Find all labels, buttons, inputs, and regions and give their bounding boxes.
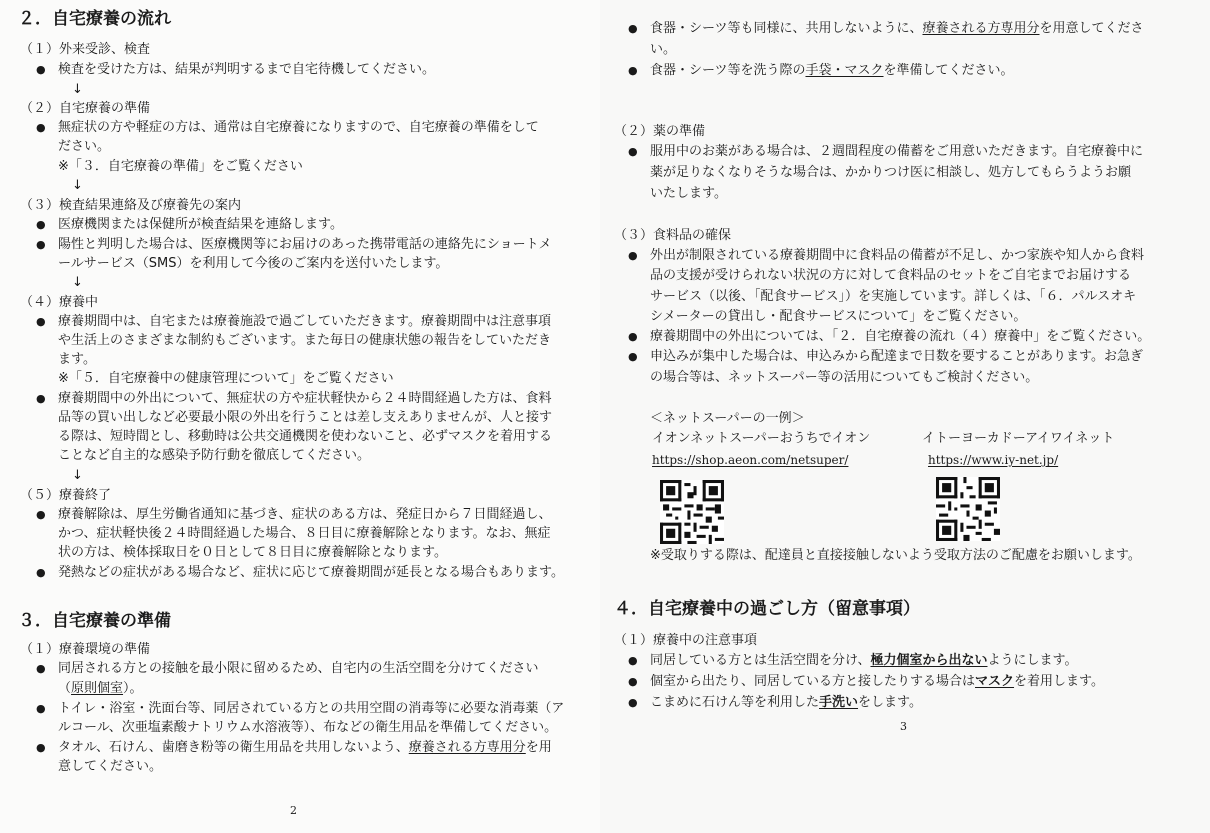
section-3-title: ３．自宅療養の準備 bbox=[18, 611, 171, 631]
bullet-text: 陽性と判明した場合は、医療機関等にお届けのあった携帯電話の連絡先にショートメ bbox=[58, 237, 552, 252]
page-2 bbox=[0, 0, 600, 833]
bullet-text: 食器・シーツ等を洗う際の手袋・マスクを準備してください。 bbox=[650, 63, 1014, 78]
bullet-icon: ● bbox=[628, 22, 638, 35]
section-2-title: ２．自宅療養の流れ bbox=[18, 9, 171, 29]
bullet-icon: ● bbox=[36, 508, 46, 521]
subsection-2-title: （２）自宅療養の準備 bbox=[20, 101, 151, 116]
bullet-text: 同居される方との接触を最小限に留めるため、自宅内の生活空間を分けてください bbox=[58, 661, 539, 676]
bullet-text: 発熱などの症状がある場合など、症状に応じて療養期間が延長となる場合もあります。 bbox=[58, 565, 564, 580]
underlined-emphasis: 療養される方専用分 bbox=[922, 21, 1040, 36]
bullet-text: 食器・シーツ等も同様に、共用しないように、療養される方専用分を用意してくださ bbox=[650, 21, 1144, 36]
bullet-icon: ● bbox=[628, 64, 638, 77]
subsection-4-title: （４）療養中 bbox=[20, 295, 99, 310]
section-4-title: ４．自宅療養中の過ごし方（留意事項） bbox=[614, 599, 920, 619]
bullet-text: （原則個室）。 bbox=[58, 681, 143, 696]
bullet-icon: ● bbox=[36, 238, 46, 251]
bullet-icon: ● bbox=[36, 121, 46, 134]
subsection-5-title: （５）療養終了 bbox=[20, 488, 112, 503]
bullet-text: 検査を受けた方は、結果が判明するまで自宅待機してください。 bbox=[58, 62, 436, 77]
bullet-text: タオル、石けん、歯磨き粉等の衛生用品を共用しないよう、療養される方専用分を用 bbox=[58, 740, 552, 755]
bullet-icon: ● bbox=[628, 654, 638, 667]
aeon-name: イオンネットスーパーおうちでイオン bbox=[652, 431, 871, 446]
bullet-icon: ● bbox=[36, 315, 46, 328]
medicine-subsection-title: （２）薬の準備 bbox=[614, 124, 706, 139]
itoyokado-name: イトーヨーカドーアイワイネット bbox=[922, 431, 1115, 446]
bullet-icon: ● bbox=[628, 350, 638, 363]
bullet-text: 品の支援が受けられない状況の方に対して食料品のセットをご自宅までお届けする bbox=[650, 268, 1132, 283]
bullet-icon: ● bbox=[36, 741, 46, 754]
bullet-text: 状の方は、検体採取日を０日として８日目に療養解除となります。 bbox=[58, 545, 447, 560]
net-super-heading: ＜ネットスーパーの一例＞ bbox=[650, 411, 805, 426]
aeon-qr-code-icon[interactable] bbox=[660, 480, 724, 544]
bullet-icon: ● bbox=[36, 702, 46, 715]
underlined-emphasis: 療養される方専用分 bbox=[408, 740, 526, 755]
bullet-icon: ● bbox=[628, 330, 638, 343]
bullet-text: ールサービス（SMS）を利用して今後のご案内を送付いたします。 bbox=[58, 256, 449, 271]
bullet-text: の場合等は、ネットスーパー等の活用についてもご検討ください。 bbox=[650, 370, 1039, 385]
bullet-text: 品等の買い出しなど必要最小限の外出を行うことは差し支えありませんが、人と接す bbox=[58, 410, 553, 425]
bullet-text: ます。 bbox=[58, 352, 96, 367]
subsection-1-title: （１）外来受診、検査 bbox=[20, 42, 151, 57]
itoyokado-qr-code-icon[interactable] bbox=[936, 477, 1000, 541]
page-number: 2 bbox=[290, 804, 297, 817]
bullet-text: る際は、短時間とし、移動時は公共交通機関を使わないこと、必ずマスクを着用する bbox=[58, 429, 553, 444]
bullet-text: ルコール、次亜塩素酸ナトリウム水溶液等）、布などの衛生用品を準備してください。 bbox=[58, 720, 558, 735]
bullet-text: 申込みが集中した場合は、申込みから配達まで日数を要することがあります。お急ぎ bbox=[650, 349, 1143, 364]
bullet-text: 療養期間中の外出について、無症状の方や症状軽快から２４時間経過した方は、食料 bbox=[58, 391, 552, 406]
bullet-text: かつ、症状軽快後２４時間経過した場合、８日目に療養解除となります。なお、無症 bbox=[58, 526, 551, 541]
bullet-icon: ● bbox=[628, 675, 638, 688]
underlined-emphasis: 手袋・マスク bbox=[805, 63, 884, 78]
bullet-text: 個室から出たり、同居している方と接したりする場合はマスクを着用します。 bbox=[650, 674, 1104, 689]
underlined-emphasis: 手洗い bbox=[819, 695, 859, 710]
bullet-text: シメーターの貸出し・配食サービスについて」をご覧ください。 bbox=[650, 309, 1027, 324]
bullet-icon: ● bbox=[36, 218, 46, 231]
bullet-icon: ● bbox=[36, 392, 46, 405]
bullet-text: 療養期間中は、自宅または療養施設で過ごしていただきます。療養期間中は注意事項 bbox=[58, 314, 551, 329]
bullet-text: 療養解除は、厚生労働省通知に基づき、症状のある方は、発症日から７日間経過し、 bbox=[58, 507, 552, 522]
bullet-text: 同居している方とは生活空間を分け、極力個室から出ないようにします。 bbox=[650, 653, 1078, 668]
bullet-icon: ● bbox=[628, 249, 638, 262]
bullet-text: 服用中のお薬がある場合は、２週間程度の備蓄をご用意いただきます。自宅療養中に bbox=[650, 144, 1143, 159]
bullet-icon: ● bbox=[36, 662, 46, 675]
bullet-text: 療養期間中の外出については、「２．自宅療養の流れ（４）療養中」をご覧ください。 bbox=[650, 329, 1151, 344]
bullet-icon: ● bbox=[628, 145, 638, 158]
bullet-text: 意してください。 bbox=[58, 759, 163, 774]
bullet-text: いたします。 bbox=[650, 186, 727, 201]
down-arrow-icon: ↓ bbox=[72, 468, 83, 483]
food-subsection-title: （３）食料品の確保 bbox=[614, 228, 732, 243]
prep-subsection-1-title: （１）療養環境の準備 bbox=[20, 642, 151, 657]
aeon-url-link[interactable]: https://shop.aeon.com/netsuper/ bbox=[652, 453, 849, 467]
bullet-text: サービス（以後、「配食サービス」）を実施しています。詳しくは、「６．パルスオキ bbox=[650, 289, 1137, 304]
reference-note: ※「３．自宅療養の準備」をご覧ください bbox=[58, 159, 303, 174]
underlined-emphasis: 極力個室から出ない bbox=[870, 653, 988, 668]
bullet-text: 医療機関または保健所が検査結果を連絡します。 bbox=[58, 217, 343, 232]
bullet-text: 外出が制限されている療養期間中に食料品の備蓄が不足し、かつ家族や知人から食料 bbox=[650, 248, 1145, 263]
down-arrow-icon: ↓ bbox=[72, 82, 83, 97]
caution-subsection-title: （１）療養中の注意事項 bbox=[614, 633, 758, 648]
down-arrow-icon: ↓ bbox=[72, 178, 83, 193]
bullet-text: ことなど自主的な感染予防行動を徹底してください。 bbox=[58, 448, 371, 463]
underlined-emphasis: 原則個室 bbox=[71, 681, 124, 696]
page-number: 3 bbox=[900, 720, 907, 733]
bullet-text: や生活上のさまざまな制約もございます。また毎日の健康状態の報告をしていただき bbox=[58, 333, 551, 348]
bullet-icon: ● bbox=[36, 63, 46, 76]
bullet-icon: ● bbox=[628, 696, 638, 709]
itoyokado-url-link[interactable]: https://www.iy-net.jp/ bbox=[928, 453, 1059, 467]
bullet-text: 無症状の方や軽症の方は、通常は自宅療養になりますので、自宅療養の準備をして bbox=[58, 120, 539, 135]
down-arrow-icon: ↓ bbox=[72, 275, 83, 290]
bullet-text: トイレ・浴室・洗面台等、同居されている方との共用空間の消毒等に必要な消毒薬（ア bbox=[58, 701, 565, 716]
underlined-emphasis: マスク bbox=[975, 674, 1015, 689]
bullet-text: い。 bbox=[650, 42, 677, 57]
subsection-3-title: （３）検査結果連絡及び療養先の案内 bbox=[20, 198, 242, 213]
receipt-note: ※受取りする際は、配達員と直接接触しないよう受取方法のご配慮をお願いします。 bbox=[650, 548, 1141, 563]
bullet-icon: ● bbox=[36, 566, 46, 579]
bullet-text: ださい。 bbox=[58, 139, 111, 154]
reference-note: ※「５．自宅療養中の健康管理について」をご覧ください bbox=[58, 371, 394, 386]
bullet-text: 薬が足りなくなりそうな場合は、かかりつけ医に相談し、処方してもらうようお願 bbox=[650, 165, 1132, 180]
page-3 bbox=[600, 0, 1210, 833]
bullet-text: こまめに石けん等を利用した手洗いをします。 bbox=[650, 695, 922, 710]
